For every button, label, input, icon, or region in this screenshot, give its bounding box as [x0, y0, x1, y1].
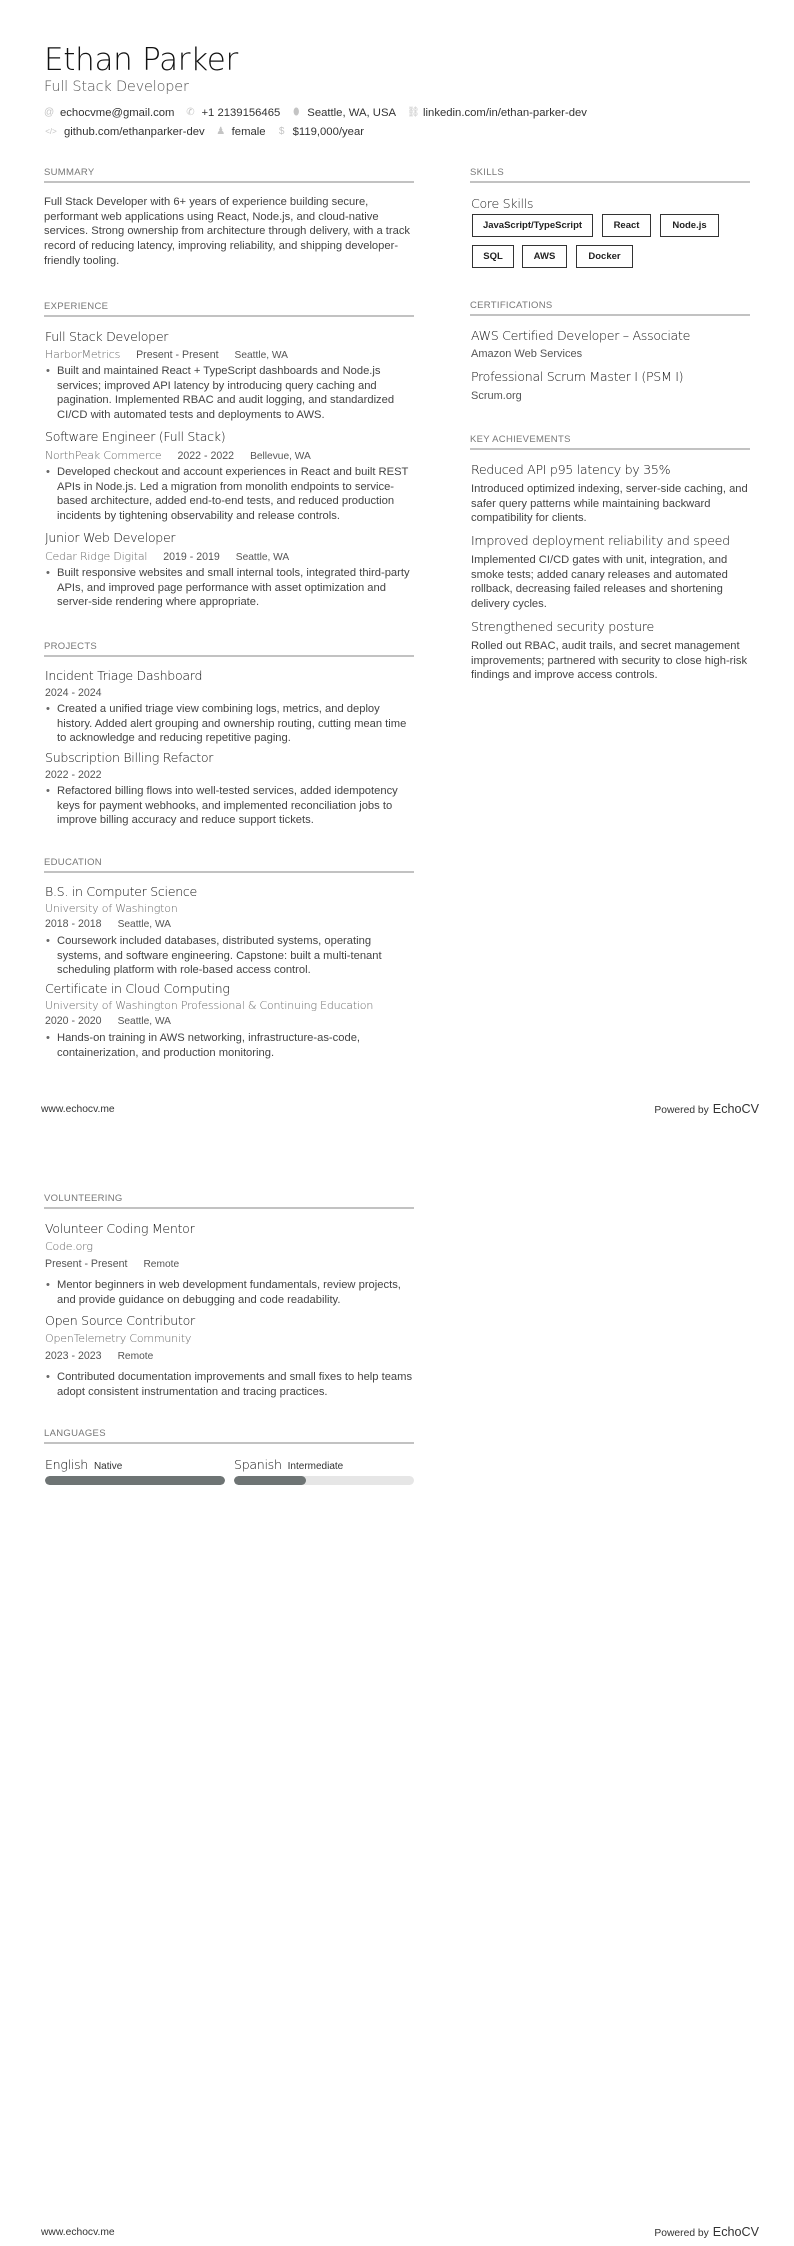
experience-meta: NorthPeak Commerce 2022 - 2022 Bellevue, WA	[45, 449, 311, 462]
project-dates: 2022 - 2022	[45, 769, 102, 781]
education-bullet: • Hands-on training in AWS networking, infrastructure-as-code, containerization, and production monitoring.	[45, 1031, 415, 1060]
experience-meta: Cedar Ridge Digital 2019 - 2019 Seattle, WA	[45, 550, 290, 563]
section-heading-achievements: KEY ACHIEVEMENTS	[470, 434, 750, 450]
achievement-text: Implemented CI/CD gates with unit, integration, and smoke tests; added canary releases and automated rollback, decreasing failed releases and shortening delivery cycles.	[471, 554, 728, 611]
salary-icon: $	[278, 126, 285, 137]
contact-email[interactable]: @ echocvme@gmail.com	[44, 106, 175, 119]
volunteer-meta: 2023 - 2023 Remote	[45, 1350, 154, 1362]
person-icon: ♟	[216, 126, 226, 137]
project-bullet: • Refactored billing flows into well-tested services, added idempotency keys for payment webhooks, and implemented reconciliation jobs to improve billing accuracy and reduce support tickets.	[45, 784, 415, 828]
skill-group-title: Core Skills	[471, 196, 534, 211]
achievement-text: Introduced optimized indexing, server-side caching, and safer query patterns while maintaining backward compatibility for clients.	[471, 483, 748, 525]
experience-bullet: • Developed checkout and account experiences in React and built REST APIs in Node.js. Led a migration from monolith endpoints to service-based architecture, added end-to-end tests, and reduced production incidents by tightening observability and release controls.	[45, 465, 415, 524]
project-title: Subscription Billing Refactor	[45, 750, 214, 765]
language-spanish: Spanish Intermediate	[234, 1456, 414, 1474]
experience-bullet: • Built responsive websites and small internal tools, integrated third-party APIs, and improved page performance with asset optimization and server-side rendering where appropriate.	[45, 566, 415, 610]
resume-page-2	[0, 1123, 794, 2246]
footer-website-link[interactable]: www.echocv.me	[41, 1104, 115, 1115]
contact-linkedin[interactable]: ⛓ linkedin.com/in/ethan-parker-dev	[407, 106, 587, 119]
experience-title: Full Stack Developer	[45, 329, 169, 344]
education-school: University of Washington Professional & Continuing Education	[45, 999, 374, 1012]
certification-issuer: Scrum.org	[471, 390, 522, 402]
brand-logo: EchoCV	[712, 1102, 759, 1116]
volunteer-org: OpenTelemetry Community	[45, 1332, 192, 1345]
section-heading-volunteering: VOLUNTEERING	[44, 1193, 414, 1209]
section-heading-skills: SKILLS	[470, 167, 750, 183]
section-heading-languages: LANGUAGES	[44, 1428, 414, 1444]
summary-text: Full Stack Developer with 6+ years of experience building secure, performant web applications using React, Node.js, and cloud-native services. Strong ownership from architecture through delivery, with a track record of reducing latency, improving reliability, and shipping developer-friendly tooling.	[44, 196, 411, 267]
certification-title: Professional Scrum Master I (PSM I)	[471, 369, 684, 384]
achievement-title: Strengthened security posture	[471, 619, 654, 634]
skill-tag: AWS	[522, 245, 567, 268]
at-icon: @	[44, 107, 55, 118]
skill-tag: React	[602, 214, 651, 237]
language-english: English Native	[45, 1456, 225, 1474]
proficiency-bar	[234, 1476, 414, 1485]
skill-tag: Node.js	[660, 214, 719, 237]
code-icon: </>	[45, 127, 57, 136]
section-heading-education: EDUCATION	[44, 857, 414, 873]
volunteer-role: Open Source Contributor	[45, 1313, 195, 1328]
proficiency-bar	[45, 1476, 225, 1485]
project-dates: 2024 - 2024	[45, 687, 102, 699]
volunteer-bullet: • Contributed documentation improvements and small fixes to help teams adopt consistent instrumentation and tracing practices.	[45, 1370, 415, 1399]
certification-title: AWS Certified Developer – Associate	[471, 328, 691, 343]
contact-location: ⬮ Seattle, WA, USA	[293, 106, 397, 119]
skill-tag: Docker	[576, 245, 633, 268]
achievement-title: Improved deployment reliability and speed	[471, 533, 730, 548]
education-meta: 2018 - 2018 Seattle, WA	[45, 918, 171, 930]
link-icon: ⛓	[407, 107, 420, 118]
contact-salary: $ $119,000/year	[277, 126, 364, 138]
project-title: Incident Triage Dashboard	[45, 668, 203, 683]
experience-bullet: • Built and maintained React + TypeScript dashboards and Node.js services; improved API latency by introducing query caching and pagination. Implemented RBAC and audit logging, and standardized CI/CD with automated tests and deployments to AWS.	[45, 364, 415, 423]
candidate-name: Ethan Parker	[44, 42, 238, 78]
section-heading-projects: PROJECTS	[44, 641, 414, 657]
volunteer-meta: Present - Present Remote	[45, 1258, 180, 1270]
achievement-text: Rolled out RBAC, audit trails, and secret management improvements; partnered with security to close high-risk findings and improve access controls.	[471, 640, 748, 682]
location-pin-icon: ⬮	[293, 107, 300, 118]
section-heading-certifications: CERTIFICATIONS	[470, 300, 750, 316]
proficiency-fill	[234, 1476, 306, 1485]
contact-phone[interactable]: ✆ +1 2139156465	[186, 106, 281, 119]
brand-logo: EchoCV	[712, 2225, 759, 2239]
achievement-title: Reduced API p95 latency by 35%	[471, 462, 671, 477]
education-bullet: • Coursework included databases, distributed systems, operating systems, and software engineering. Capstone: built a multi-tenant scheduling platform with role-based access control.	[45, 934, 415, 978]
phone-icon: ✆	[186, 107, 195, 118]
candidate-title: Full Stack Developer	[44, 79, 189, 95]
certification-issuer: Amazon Web Services	[471, 348, 583, 360]
project-bullet: • Created a unified triage view combining logs, metrics, and deploy history. Added alert grouping and ownership routing, cutting mean time to acknowledge and reducing repetitive paging.	[45, 702, 415, 746]
education-meta: 2020 - 2020 Seattle, WA	[45, 1015, 171, 1027]
contact-gender: ♟ female	[216, 125, 266, 138]
footer-website-link[interactable]: www.echocv.me	[41, 2227, 115, 2238]
volunteer-org: Code.org	[45, 1240, 93, 1253]
skill-tag: SQL	[472, 245, 514, 268]
footer-powered-by[interactable]: Powered by EchoCV	[654, 1102, 759, 1116]
contact-info	[44, 103, 744, 141]
experience-title: Junior Web Developer	[45, 530, 176, 545]
contact-github[interactable]: </> github.com/ethanparker-dev	[45, 125, 205, 138]
experience-meta: HarborMetrics Present - Present Seattle, WA	[45, 348, 288, 361]
education-school: University of Washington	[45, 902, 178, 915]
section-heading-experience: EXPERIENCE	[44, 301, 414, 317]
skill-tag: JavaScript/TypeScript	[472, 214, 593, 237]
education-degree: Certificate in Cloud Computing	[45, 981, 230, 996]
proficiency-fill	[45, 1476, 225, 1485]
education-degree: B.S. in Computer Science	[45, 884, 197, 899]
volunteer-role: Volunteer Coding Mentor	[45, 1221, 195, 1236]
volunteer-bullet: • Mentor beginners in web development fundamentals, review projects, and provide guidance on debugging and code readability.	[45, 1278, 415, 1307]
section-heading-summary: SUMMARY	[44, 167, 414, 183]
experience-title: Software Engineer (Full Stack)	[45, 429, 226, 444]
footer-powered-by[interactable]: Powered by EchoCV	[654, 2225, 759, 2239]
